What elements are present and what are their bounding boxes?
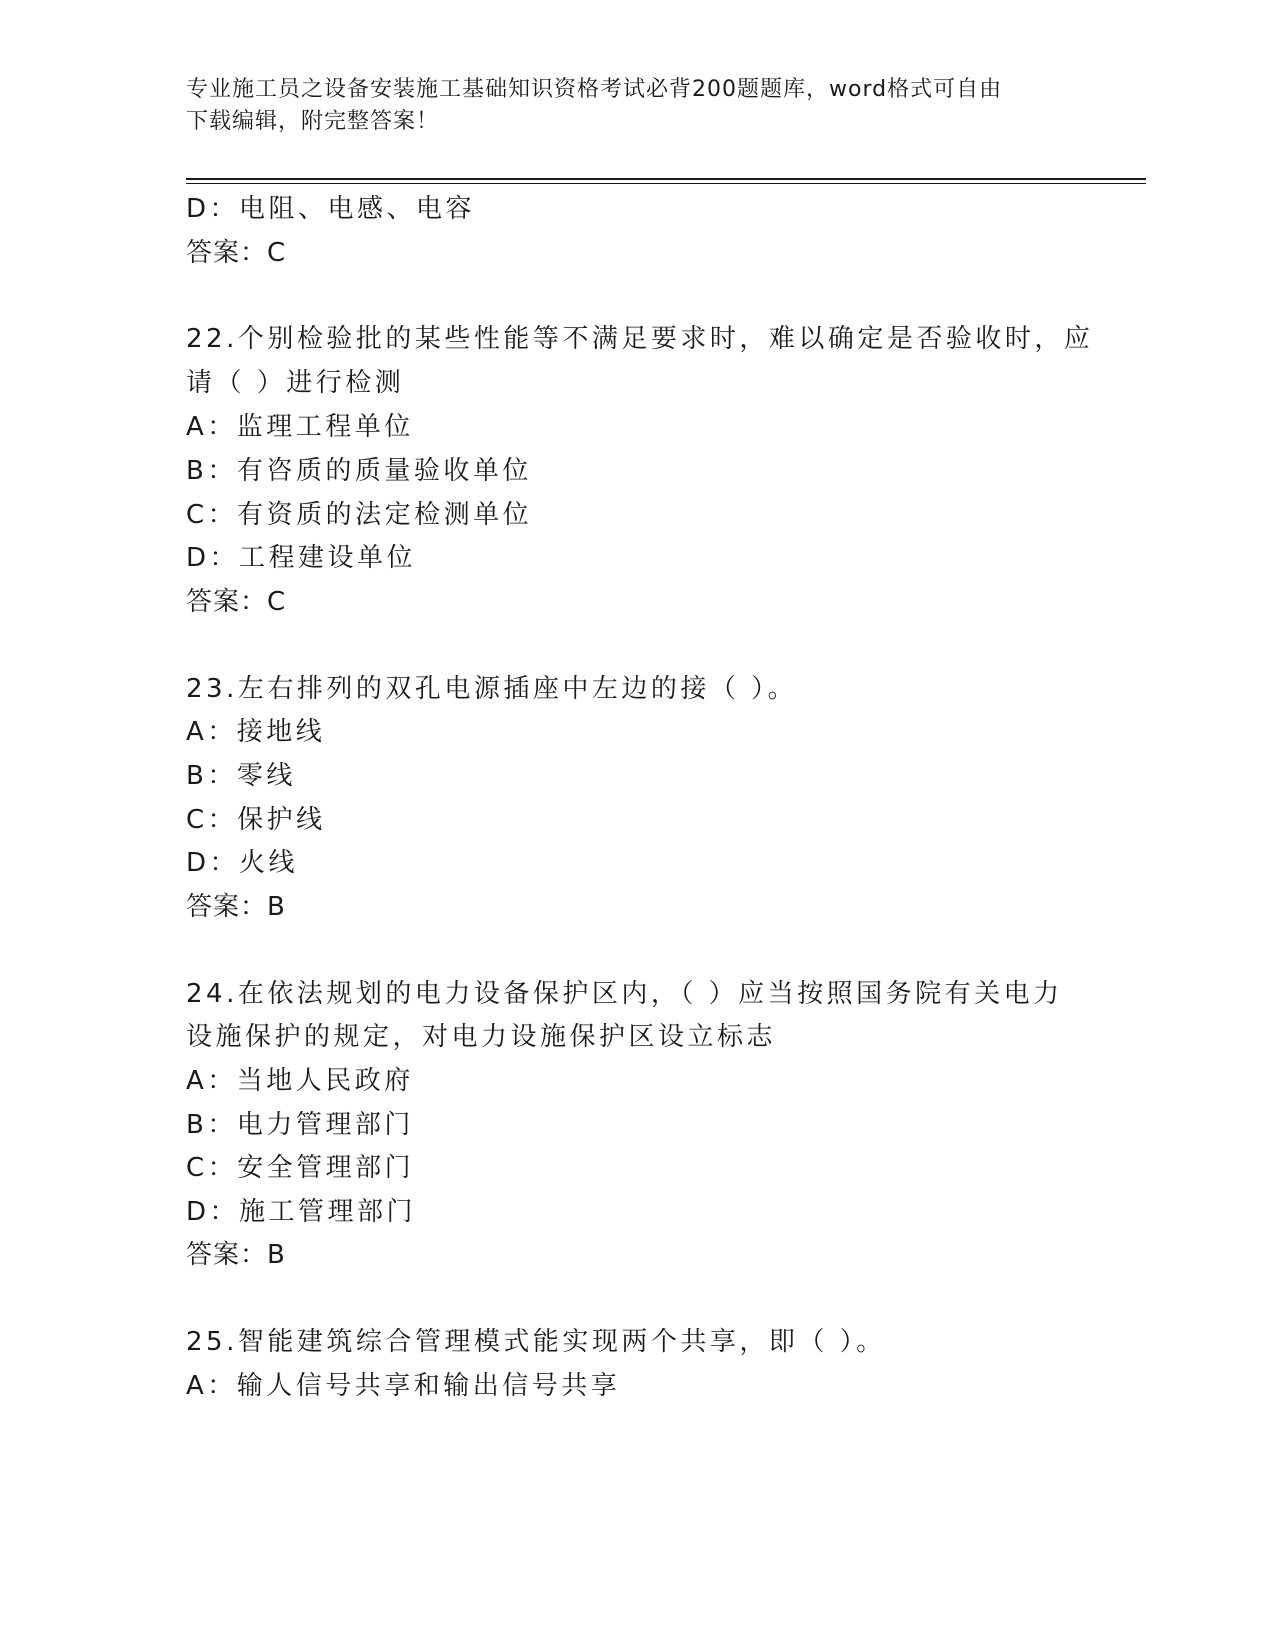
q25-option-a: A：输人信号共享和输出信号共享 — [186, 1371, 621, 1401]
header-line-2: 下载编辑，附完整答案！ — [186, 109, 440, 134]
q24-stem-line-2: 设施保护的规定，对电力设施保护区设立标志 — [186, 1022, 777, 1052]
q23-option-c: C：保护线 — [186, 805, 326, 835]
q24-stem-line-1: 24.在依法规划的电力设备保护区内，（ ）应当按照国务院有关电力 — [186, 979, 1063, 1009]
q24-option-d: D：施工管理部门 — [186, 1197, 417, 1227]
q22-stem-line-1: 22.个别检验批的某些性能等不满足要求时，难以确定是否验收时，应 — [186, 324, 1094, 354]
document-header — [186, 74, 1066, 138]
q24-answer: 答案：B — [186, 1240, 286, 1270]
q22-stem-line-2: 请（ ）进行检测 — [186, 368, 405, 398]
q23-stem-line-1: 23.左右排列的双孔电源插座中左边的接（ ）。 — [186, 674, 798, 704]
q22-option-c: C：有资质的法定检测单位 — [186, 500, 533, 530]
q22-option-d: D：工程建设单位 — [186, 543, 417, 573]
q22-option-b: B：有咨质的质量验收单位 — [186, 456, 532, 486]
q23-option-a: A：接地线 — [186, 717, 326, 747]
header-divider-thin — [186, 183, 1146, 184]
q22-option-a: A：监理工程单位 — [186, 412, 414, 442]
q23-option-b: B：零线 — [186, 761, 296, 791]
q22-answer: 答案：C — [186, 587, 287, 617]
header-divider-thick — [186, 178, 1146, 180]
q24-option-c: C：安全管理部门 — [186, 1153, 415, 1183]
q21-answer: 答案：C — [186, 238, 287, 268]
q25-stem-line-1: 25.智能建筑综合管理模式能实现两个共享，即（ ）。 — [186, 1327, 886, 1357]
q23-answer: 答案：B — [186, 892, 286, 922]
header-line-1: 专业施工员之设备安装施工基础知识资格考试必背200题题库，word格式可自由 — [186, 77, 1003, 102]
q23-option-d: D：火线 — [186, 848, 299, 878]
q24-option-b: B：电力管理部门 — [186, 1110, 414, 1140]
q24-option-a: A：当地人民政府 — [186, 1066, 414, 1096]
q21-option-d: D：电阻、电感、电容 — [186, 194, 476, 224]
